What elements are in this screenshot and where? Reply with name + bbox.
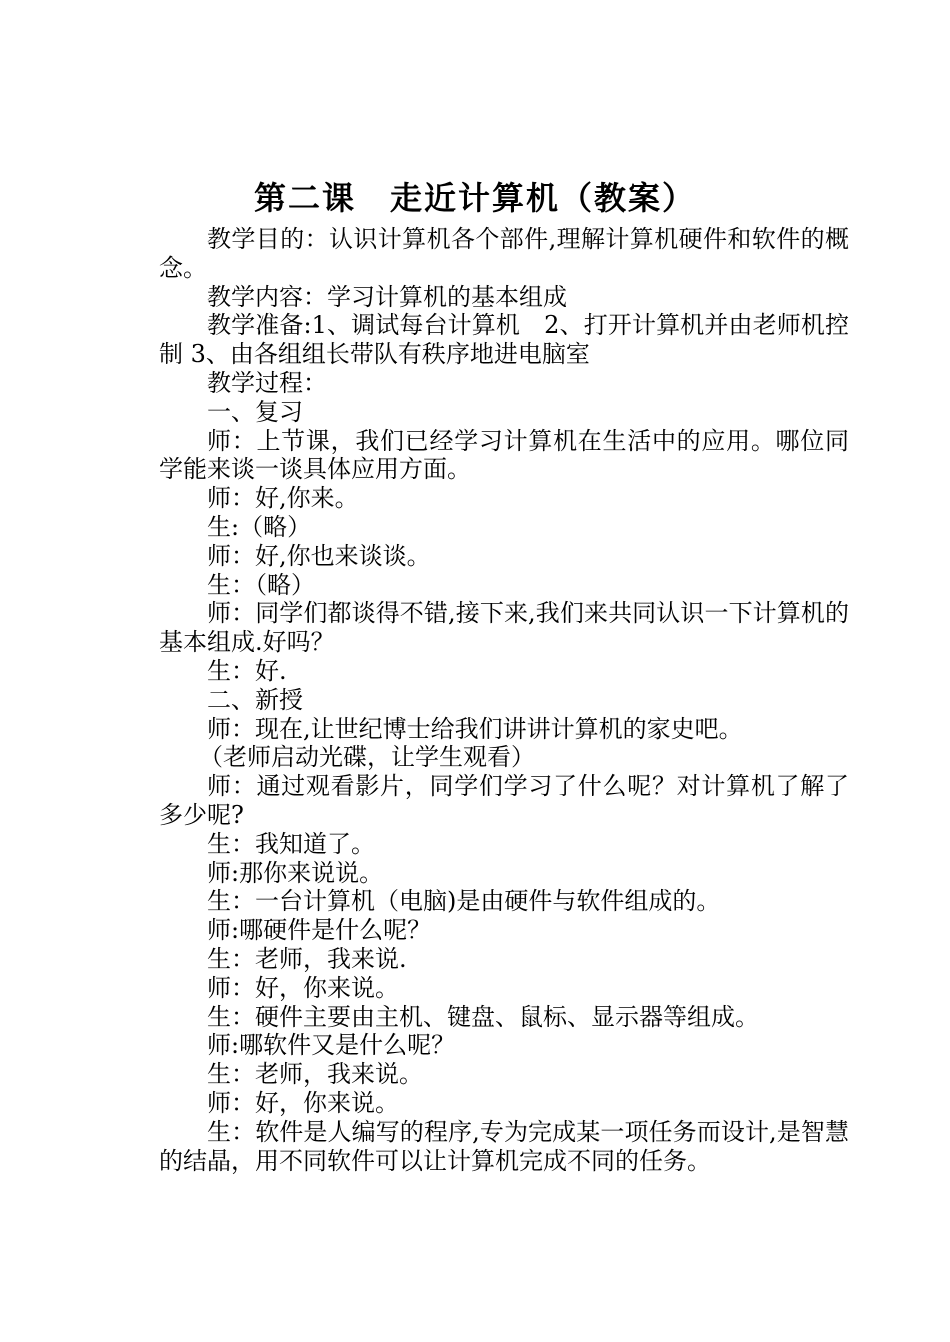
dialogue-line: 师：通过观看影片，同学们学习了什么呢？对计算机了解了多少呢? bbox=[159, 772, 849, 829]
dialogue-line: 生：老师，我来说. bbox=[207, 944, 407, 973]
dialogue-line: 师：好，你来说。 bbox=[207, 973, 399, 1002]
stage-direction: （老师启动光碟，让学生观看） bbox=[199, 743, 535, 772]
dialogue-line: 生:（略） bbox=[207, 512, 312, 541]
paragraph-content: 教学内容：学习计算机的基本组成 bbox=[207, 282, 567, 311]
dialogue-line: 生：老师，我来说。 bbox=[207, 1060, 423, 1089]
dialogue-line: 师:哪硬件是什么呢？ bbox=[207, 916, 432, 945]
paragraph-process-heading: 教学过程： bbox=[207, 368, 327, 397]
dialogue-line: 师：上节课，我们已经学习计算机在生活中的应用。哪位同学能来谈一谈具体应用方面。 bbox=[159, 426, 849, 484]
dialogue-line: 生：软件是人编写的程序,专为完成某一项任务而设计,是智慧的结晶，用不同软件可以让计算机完成不同的任务。 bbox=[159, 1117, 849, 1175]
dialogue-line: 师:那你来说说。 bbox=[207, 858, 384, 887]
dialogue-line: 生：一台计算机（电脑)是由硬件与软件组成的。 bbox=[207, 887, 721, 916]
dialogue-line: 生：（略） bbox=[207, 570, 315, 599]
dialogue-line: 师：好，你来说。 bbox=[207, 1088, 399, 1117]
section-heading-review: 一、复习 bbox=[207, 397, 303, 426]
dialogue-line: 师：好,你来。 bbox=[207, 484, 359, 513]
paragraph-objective: 教学目的：认识计算机各个部件,理解计算机硬件和软件的概念。 bbox=[159, 225, 849, 282]
paragraph-preparation: 教学准备:1、调试每台计算机 2、打开计算机并由老师机控制 3、由各组组长带队有秩序地进电脑室 bbox=[159, 311, 849, 369]
section-heading-new-lesson: 二、新授 bbox=[207, 685, 303, 714]
dialogue-line: 师：现在,让世纪博士给我们讲讲计算机的家史吧。 bbox=[207, 714, 743, 743]
dialogue-line: 生：硬件主要由主机、键盘、鼠标、显示器等组成。 bbox=[207, 1002, 759, 1031]
dialogue-line: 师：好,你也来谈谈。 bbox=[207, 541, 431, 570]
document-title: 第二课 走近计算机（教案） bbox=[253, 179, 696, 217]
dialogue-line: 师:哪软件又是什么呢？ bbox=[207, 1031, 456, 1060]
dialogue-line: 师：同学们都谈得不错,接下来,我们来共同认识一下计算机的基本组成.好吗？ bbox=[159, 599, 849, 657]
document-body bbox=[159, 225, 849, 1175]
dialogue-line: 生：我知道了。 bbox=[207, 829, 375, 858]
dialogue-line: 生：好. bbox=[207, 656, 287, 685]
